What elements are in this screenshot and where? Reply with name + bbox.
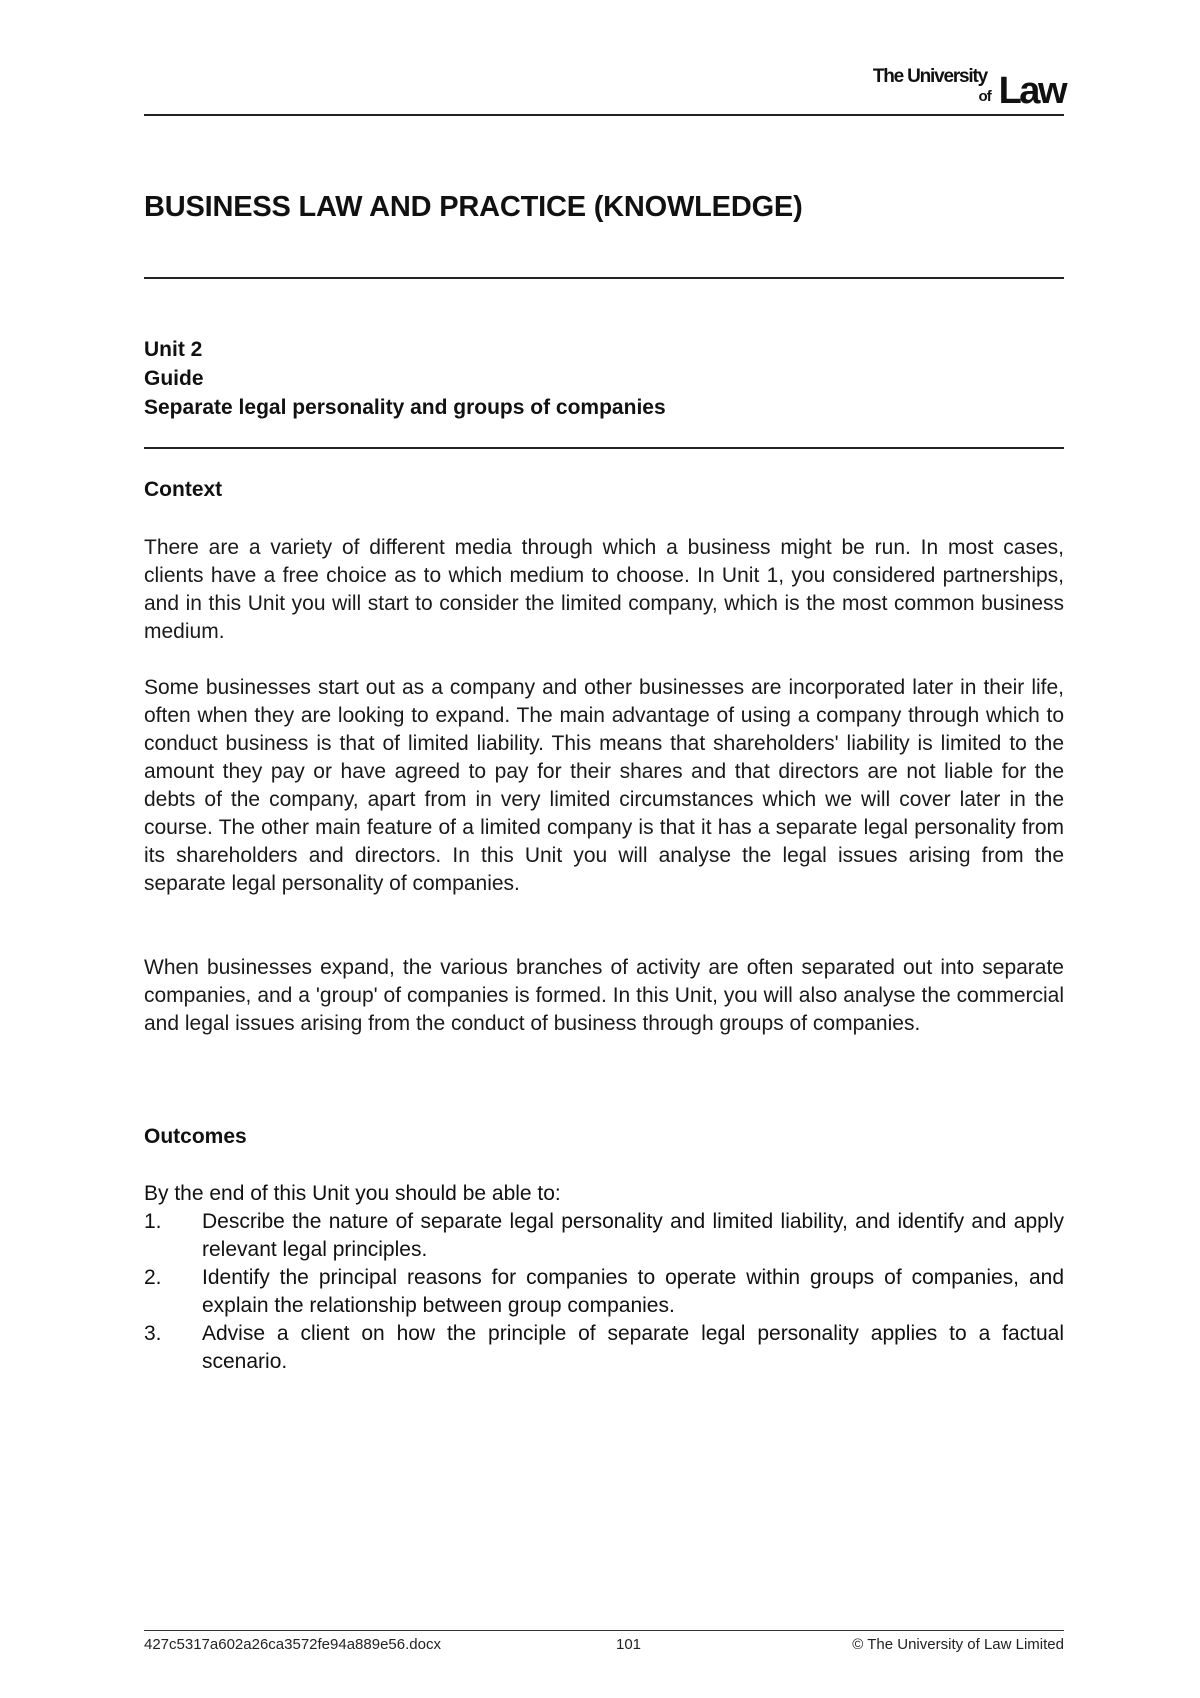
outcome-item — [144, 1264, 1064, 1320]
logo-line-1: The University — [872, 66, 987, 87]
outcome-text: Advise a client on how the principle of separate legal personality applies to a factual scenario. — [202, 1322, 1064, 1373]
outcome-number: 3. — [144, 1322, 162, 1345]
logo-line-2: of — [978, 88, 991, 105]
context-paragraph-2: Some businesses start out as a company and other businesses are incorporated later in their life, often when they are looking to expand. The main advantage of using a company through which to conduct business is that of limited liability. This means that shareholders' liability is limited to the amount they pay or have agreed to pay for their shares and that directors are not liable for the debts of the company, apart from in very limited circumstances which we will cover later in the course. The other main feature of a limited company is that it has a separate legal personality from its shareholders and directors. In this Unit you will analyse the legal issues arising from the separate legal personality of companies. — [144, 676, 1064, 895]
footer-page-number: 101 — [616, 1636, 642, 1653]
unit-guide-label: Guide — [144, 367, 204, 390]
footer-rule — [144, 1630, 1064, 1631]
outcomes-intro: By the end of this Unit you should be able to: — [144, 1182, 561, 1205]
context-heading: Context — [144, 478, 223, 501]
outcome-item — [144, 1208, 1064, 1264]
outcomes-heading: Outcomes — [144, 1125, 247, 1148]
footer-filename: 427c5317a602a26ca3572fe94a889e56.docx — [144, 1636, 441, 1653]
context-paragraph-1: There are a variety of different media through which a business might be run. In most cases, clients have a free choice as to which medium to choose. In Unit 1, you considered partnerships, and in this Unit you will start to consider the limited company, which is the most common business medium. — [144, 536, 1064, 643]
title-rule — [144, 277, 1064, 279]
outcome-item — [144, 1320, 1064, 1376]
unit-rule — [144, 447, 1064, 449]
university-of-law-logo — [855, 66, 1065, 112]
unit-number: Unit 2 — [144, 338, 203, 361]
unit-subtitle: Separate legal personality and groups of companies — [144, 396, 666, 419]
outcome-text: Identify the principal reasons for companies to operate within groups of companies, and explain the relationship between group companies. — [202, 1266, 1064, 1317]
header-rule — [144, 114, 1064, 116]
unit-block — [144, 335, 666, 422]
outcome-number: 1. — [144, 1210, 162, 1233]
context-paragraph-3: When businesses expand, the various branches of activity are often separated out into separate companies, and a 'group' of companies is formed. In this Unit, you will also analyse the commercial and legal issues arising from the conduct of business through groups of companies. — [144, 956, 1064, 1035]
footer-copyright: © The University of Law Limited — [852, 1636, 1064, 1653]
outcome-number: 2. — [144, 1266, 162, 1289]
document-title: BUSINESS LAW AND PRACTICE (KNOWLEDGE) — [144, 191, 803, 223]
outcome-text: Describe the nature of separate legal personality and limited liability, and identify and apply relevant legal principles. — [202, 1210, 1064, 1261]
outcomes-list — [144, 1208, 1064, 1376]
logo-line-3: Law — [998, 70, 1065, 112]
